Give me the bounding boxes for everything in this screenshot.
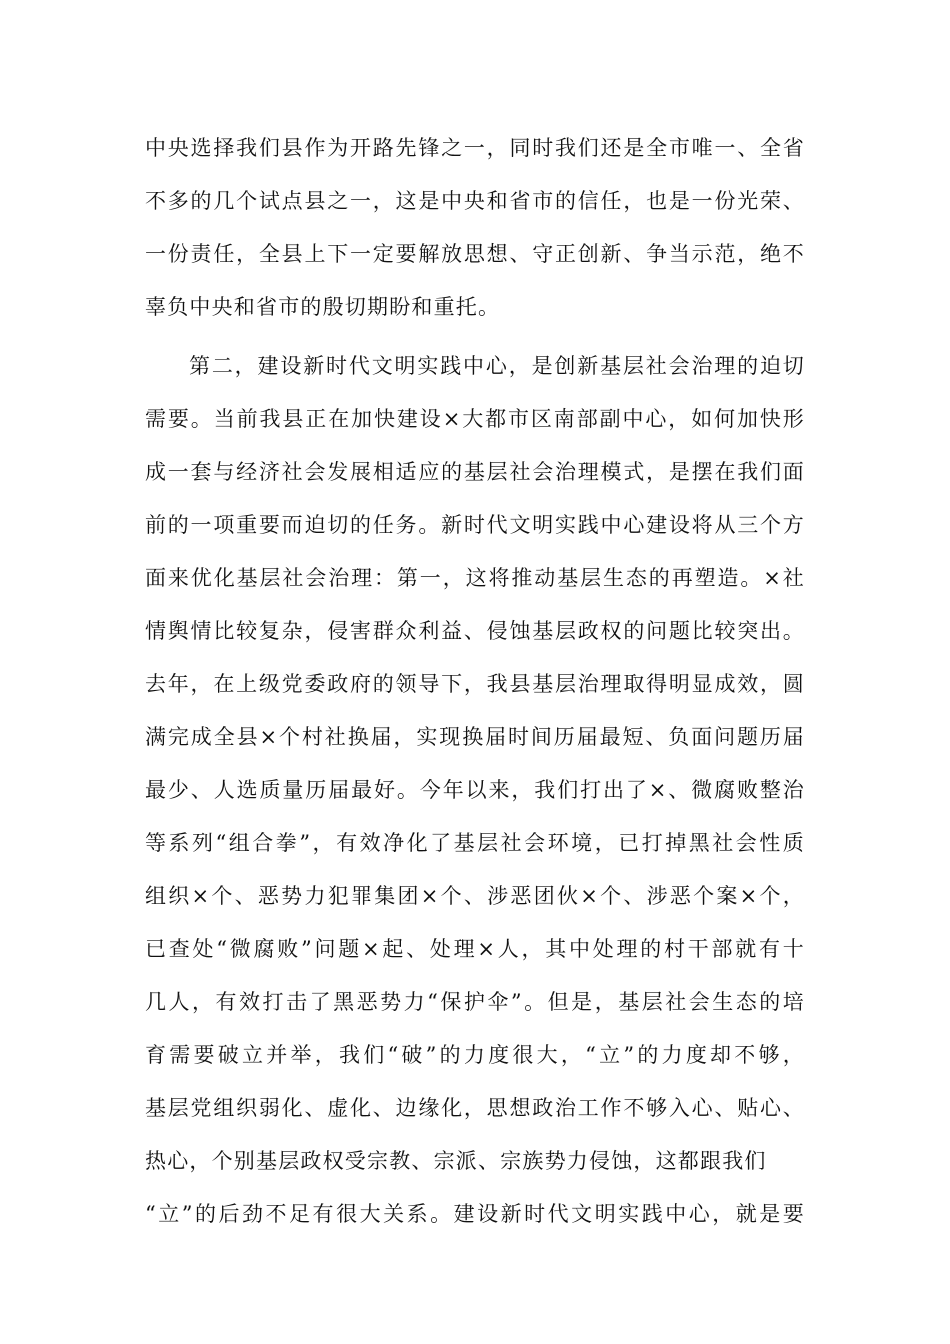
text-line: 去年，在上级党委政府的领导下，我县基层治理取得明显成效，圆 (145, 672, 805, 696)
text-line: 基层党组织弱化、虚化、边缘化，思想政治工作不够入心、贴心、 (145, 1096, 805, 1120)
text-line: 不多的几个试点县之一，这是中央和省市的信任，也是一份光荣、 (145, 189, 805, 213)
text-line: 第二，建设新时代文明实践中心，是创新基层社会治理的迫切 (189, 354, 805, 378)
text-line: 前的一项重要而迫切的任务。新时代文明实践中心建设将从三个方 (145, 513, 805, 537)
text-line: 一份责任，全县上下一定要解放思想、守正创新、争当示范，绝不 (145, 242, 805, 266)
paragraph-2 (145, 340, 805, 1241)
text-line: 组织×个、恶势力犯罪集团×个、涉恶团伙×个、涉恶个案×个， (145, 884, 805, 908)
text-line: 几人，有效打击了黑恶势力“保护伞”。但是，基层社会生态的培 (145, 990, 805, 1014)
text-line: 中央选择我们县作为开路先锋之一，同时我们还是全市唯一、全省 (145, 136, 805, 160)
paragraph-1 (145, 122, 805, 334)
text-line: 等系列“组合拳”，有效净化了基层社会环境，已打掉黑社会性质 (145, 831, 805, 855)
text-line: 成一套与经济社会发展相适应的基层社会治理模式，是摆在我们面 (145, 460, 805, 484)
text-line: 辜负中央和省市的殷切期盼和重托。 (145, 295, 501, 319)
text-line: 热心，个别基层政权受宗教、宗派、宗族势力侵蚀，这都跟我们 (145, 1149, 767, 1173)
text-line: 面来优化基层社会治理：第一，这将推动基层生态的再塑造。×社 (145, 566, 805, 590)
text-line: 已查处“微腐败”问题×起、处理×人，其中处理的村干部就有十 (145, 937, 805, 961)
text-line: 需要。当前我县正在加快建设×大都市区南部副中心，如何加快形 (145, 407, 805, 431)
text-line: 最少、人选质量历届最好。今年以来，我们打出了×、微腐败整治 (145, 778, 805, 802)
text-line: “立”的后劲不足有很大关系。建设新时代文明实践中心，就是要 (145, 1202, 805, 1226)
text-line: 育需要破立并举，我们“破”的力度很大，“立”的力度却不够， (145, 1043, 805, 1067)
text-line: 满完成全县×个村社换届，实现换届时间历届最短、负面问题历届 (145, 725, 805, 749)
text-line: 情舆情比较复杂，侵害群众利益、侵蚀基层政权的问题比较突出。 (145, 619, 805, 643)
